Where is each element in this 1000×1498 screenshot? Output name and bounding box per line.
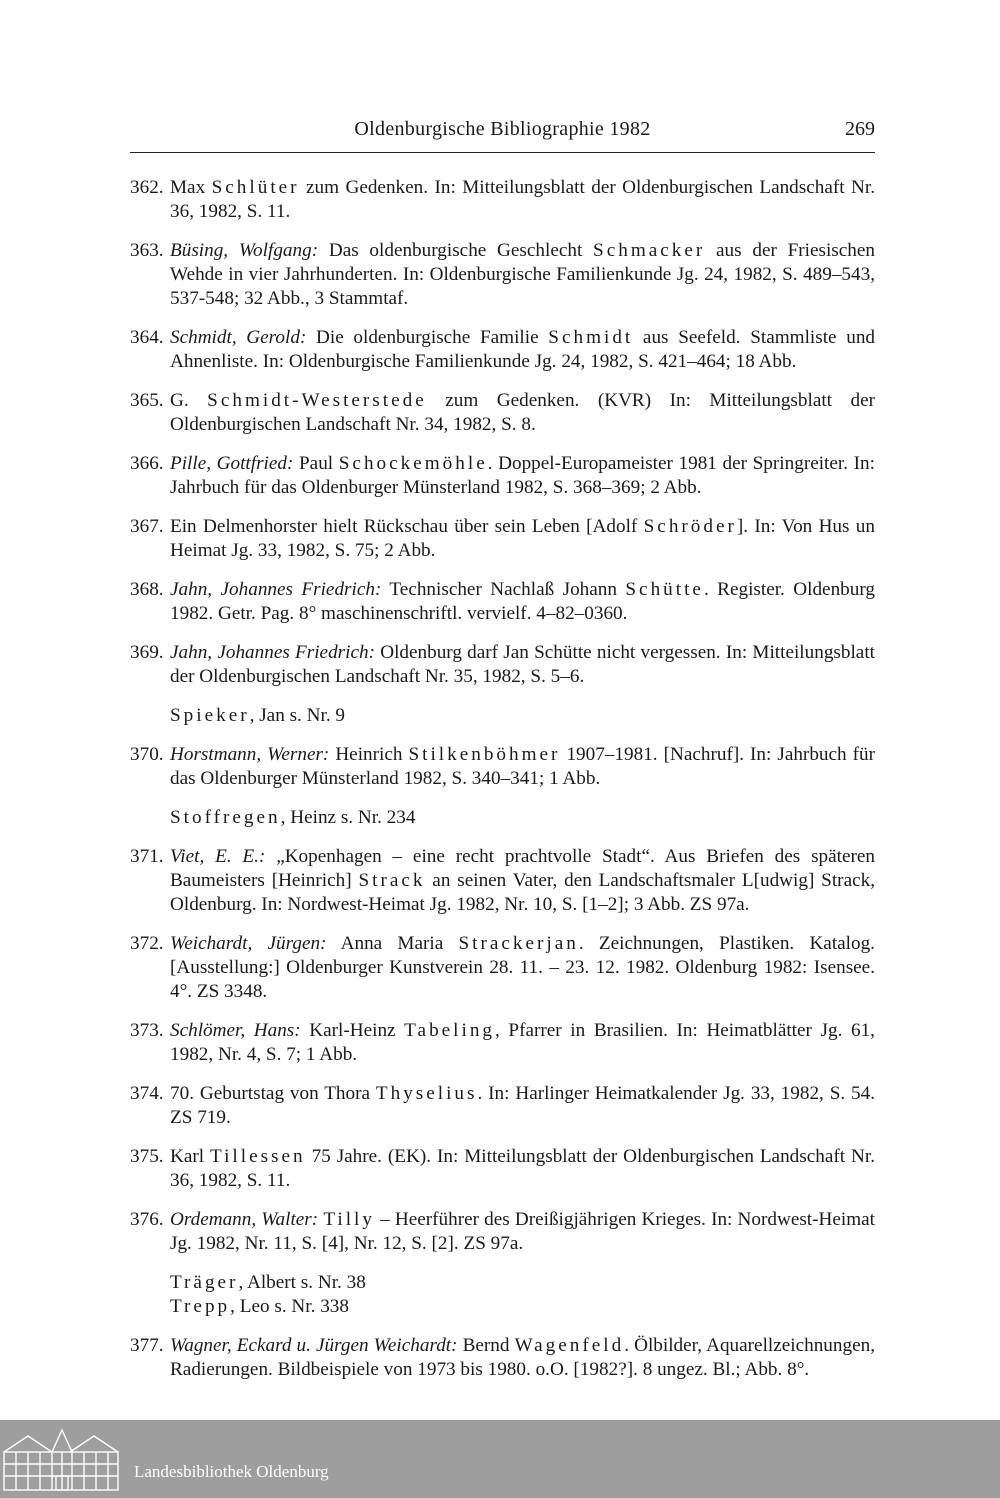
page-header [130,118,875,154]
entry-number: 363. [130,240,164,261]
entry-text: 70. Geburtstag von Thora Thyselius. In: Harlinger Heimatkalender Jg. 33, 1982, S. 54. ZS 719. [170,1083,876,1128]
entry-text: Horstmann, Werner: Heinrich Stilkenböhmer 1907–1981. [Nachruf]. In: Jahrbuch für das Oldenburger Münsterland 1982, S. 340–341; 1 Abb. [170,744,875,789]
page-number: 269 [845,118,875,140]
cross-reference-block [130,806,875,830]
entry-text: Karl Tillessen 75 Jahre. (EK). In: Mitteilungsblatt der Oldenburgischen Landschaft Nr. 36, 1982, S. 11. [170,1146,875,1191]
entry-text: Ein Delmenhorster hielt Rückschau über sein Leben [Adolf Schröder]. In: Von Hus un Heimat Jg. 33, 1982, S. 75; 2 Abb. [170,516,875,561]
entry-number: 364. [130,327,164,348]
bibliography-entry [130,578,875,626]
cross-reference: Trepp, Leo s. Nr. 338 [170,1296,349,1317]
spaced-name: Schockemöhle [338,453,488,474]
bibliography-entry [130,932,875,1004]
bibliography-entry [130,239,875,311]
entry-number: 362. [130,177,164,198]
entry-number: 374. [130,1083,164,1104]
entry-number: 369. [130,642,164,663]
entry-author: Schmidt, Gerold: [170,327,307,348]
entry-author: Weichardt, Jürgen: [170,933,327,954]
bibliography-entry [130,1019,875,1067]
cross-reference: Stoffregen, Heinz s. Nr. 234 [170,807,416,828]
cross-reference: Träger, Albert s. Nr. 38 [170,1272,366,1293]
bibliography-entry [130,743,875,791]
entry-number: 367. [130,516,164,537]
spaced-name: Schütte [625,579,704,600]
entry-text: Max Schlüter zum Gedenken. In: Mitteilungsblatt der Oldenburgischen Landschaft Nr. 36, 1982, S. 11. [170,177,875,222]
spaced-name: Tabeling [404,1020,496,1041]
bibliography-entry [130,1334,875,1382]
bibliography-entry [130,176,875,224]
spaced-name: Strack [358,870,426,891]
entry-number: 366. [130,453,164,474]
entry-number: 365. [130,390,164,411]
bibliography-entry [130,452,875,500]
cross-reference-block [130,704,875,728]
entry-number: 370. [130,744,164,765]
entry-number: 368. [130,579,164,600]
entry-author: Büsing, Wolfgang: [170,240,319,261]
bibliography-list [130,176,875,1397]
running-title: Oldenburgische Bibliographie 1982 [354,118,651,140]
entry-text: Büsing, Wolfgang: Das oldenburgische Geschlecht Schmacker aus der Friesischen Wehde in vier Jahrhunderten. In: Oldenburgische Familienkunde Jg. 24, 1982, S. 489–543, 537-548; 32 Abb., 3 Stammtaf. [170,240,875,309]
entry-number: 372. [130,933,164,954]
entry-author: Pille, Gottfried: [170,453,294,474]
entry-text: G. Schmidt-Westerstede zum Gedenken. (KVR) In: Mitteilungsblatt der Oldenburgischen Landschaft Nr. 34, 1982, S. 8. [170,390,875,435]
entry-author: Jahn, Johannes Friedrich: [170,642,375,663]
bibliography-entry [130,515,875,563]
entry-number: 377. [130,1335,164,1356]
cross-reference-block [130,1271,875,1319]
entry-text: Ordemann, Walter: Tilly – Heerführer des Dreißigjährigen Krieges. In: Nordwest-Heimat Jg. 1982, Nr. 11, S. [4], Nr. 12, S. [2]. ZS 97a. [170,1209,876,1254]
entry-text: Jahn, Johannes Friedrich: Technischer Nachlaß Johann Schütte. Register. Oldenburg 1982. Getr. Pag. 8° maschinenschriftl. vervielf. 4–82–0360. [170,579,875,624]
entry-text: Schlömer, Hans: Karl-Heinz Tabeling, Pfarrer in Brasilien. In: Heimatblätter Jg. 61, 1982, Nr. 4, S. 7; 1 Abb. [170,1020,875,1065]
library-name: Landesbibliothek Oldenburg [134,1462,329,1481]
cross-reference: Spieker, Jan s. Nr. 9 [170,705,346,726]
library-building-icon [0,1424,122,1494]
entry-author: Ordemann, Walter: [170,1209,319,1230]
spaced-name: Schröder [643,516,737,537]
entry-number: 376. [130,1209,164,1230]
spaced-name: Schmidt-Westerstede [207,390,427,411]
spaced-name: Stilkenböhmer [408,744,561,765]
entry-number: 373. [130,1020,164,1041]
header-rule [130,152,875,153]
entry-author: Viet, E. E.: [170,846,266,867]
spaced-name: Tillessen [210,1146,306,1167]
bibliography-entry [130,1145,875,1193]
entry-number: 371. [130,846,164,867]
entry-text: Pille, Gottfried: Paul Schockemöhle. Doppel-Europameister 1981 der Springreiter. In: Jahrbuch für das Oldenburger Münsterland 1982, S. 368–369; 2 Abb. [170,453,875,498]
entry-author: Wagner, Eckard u. Jürgen Weichardt: [170,1335,458,1356]
entry-author: Jahn, Johannes Friedrich: [170,579,382,600]
bibliography-entry [130,845,875,917]
bibliography-entry [130,1208,875,1256]
bibliography-entry [130,389,875,437]
bibliography-entry [130,641,875,689]
spaced-name: Wagenfeld [514,1335,625,1356]
library-footer [0,1420,1000,1498]
bibliography-entry [130,326,875,374]
entry-text: Jahn, Johannes Friedrich: Oldenburg darf Jan Schütte nicht vergessen. In: Mitteilungsblatt der Oldenburgischen Landschaft Nr. 35, 1982, S. 5–6. [170,642,875,687]
spaced-name: Schlüter [211,177,300,198]
entry-text: Weichardt, Jürgen: Anna Maria Strackerjan. Zeichnungen, Plastiken. Katalog. [Ausstellung:] Oldenburger Kunstverein 28. 11. – 23. 12. 1982. Oldenburg 1982: Isensee. 4°. ZS 3348. [170,933,875,1002]
entry-number: 375. [130,1146,164,1167]
entry-text: Wagner, Eckard u. Jürgen Weichardt: Bernd Wagenfeld. Ölbilder, Aquarellzeichnungen, Radierungen. Bildbeispiele von 1973 bis 1980. o.O. [1982?]. 8 ungez. Bl.; Abb. 8°. [170,1335,875,1380]
bibliography-entry [130,1082,875,1130]
spaced-name: Schmacker [593,240,706,261]
entry-text: Schmidt, Gerold: Die oldenburgische Familie Schmidt aus Seefeld. Stammliste und Ahnenliste. In: Oldenburgische Familienkunde Jg. 24, 1982, S. 421–464; 18 Abb. [170,327,876,372]
entry-author: Horstmann, Werner: [170,744,330,765]
spaced-name: Tilly [323,1209,375,1230]
spaced-name: Thyselius [375,1083,478,1104]
spaced-name: Strackerjan [458,933,579,954]
spaced-name: Schmidt [548,327,634,348]
entry-text: Viet, E. E.: „Kopenhagen – eine recht prachtvolle Stadt“. Aus Briefen des späteren Baumeisters [Heinrich] Strack an seinen Vater, den Landschaftsmaler L[udwig] Strack, Oldenburg. In: Nordwest-Heimat Jg. 1982, Nr. 10, S. [1–2]; 3 Abb. ZS 97a. [170,846,875,915]
entry-author: Schlömer, Hans: [170,1020,301,1041]
